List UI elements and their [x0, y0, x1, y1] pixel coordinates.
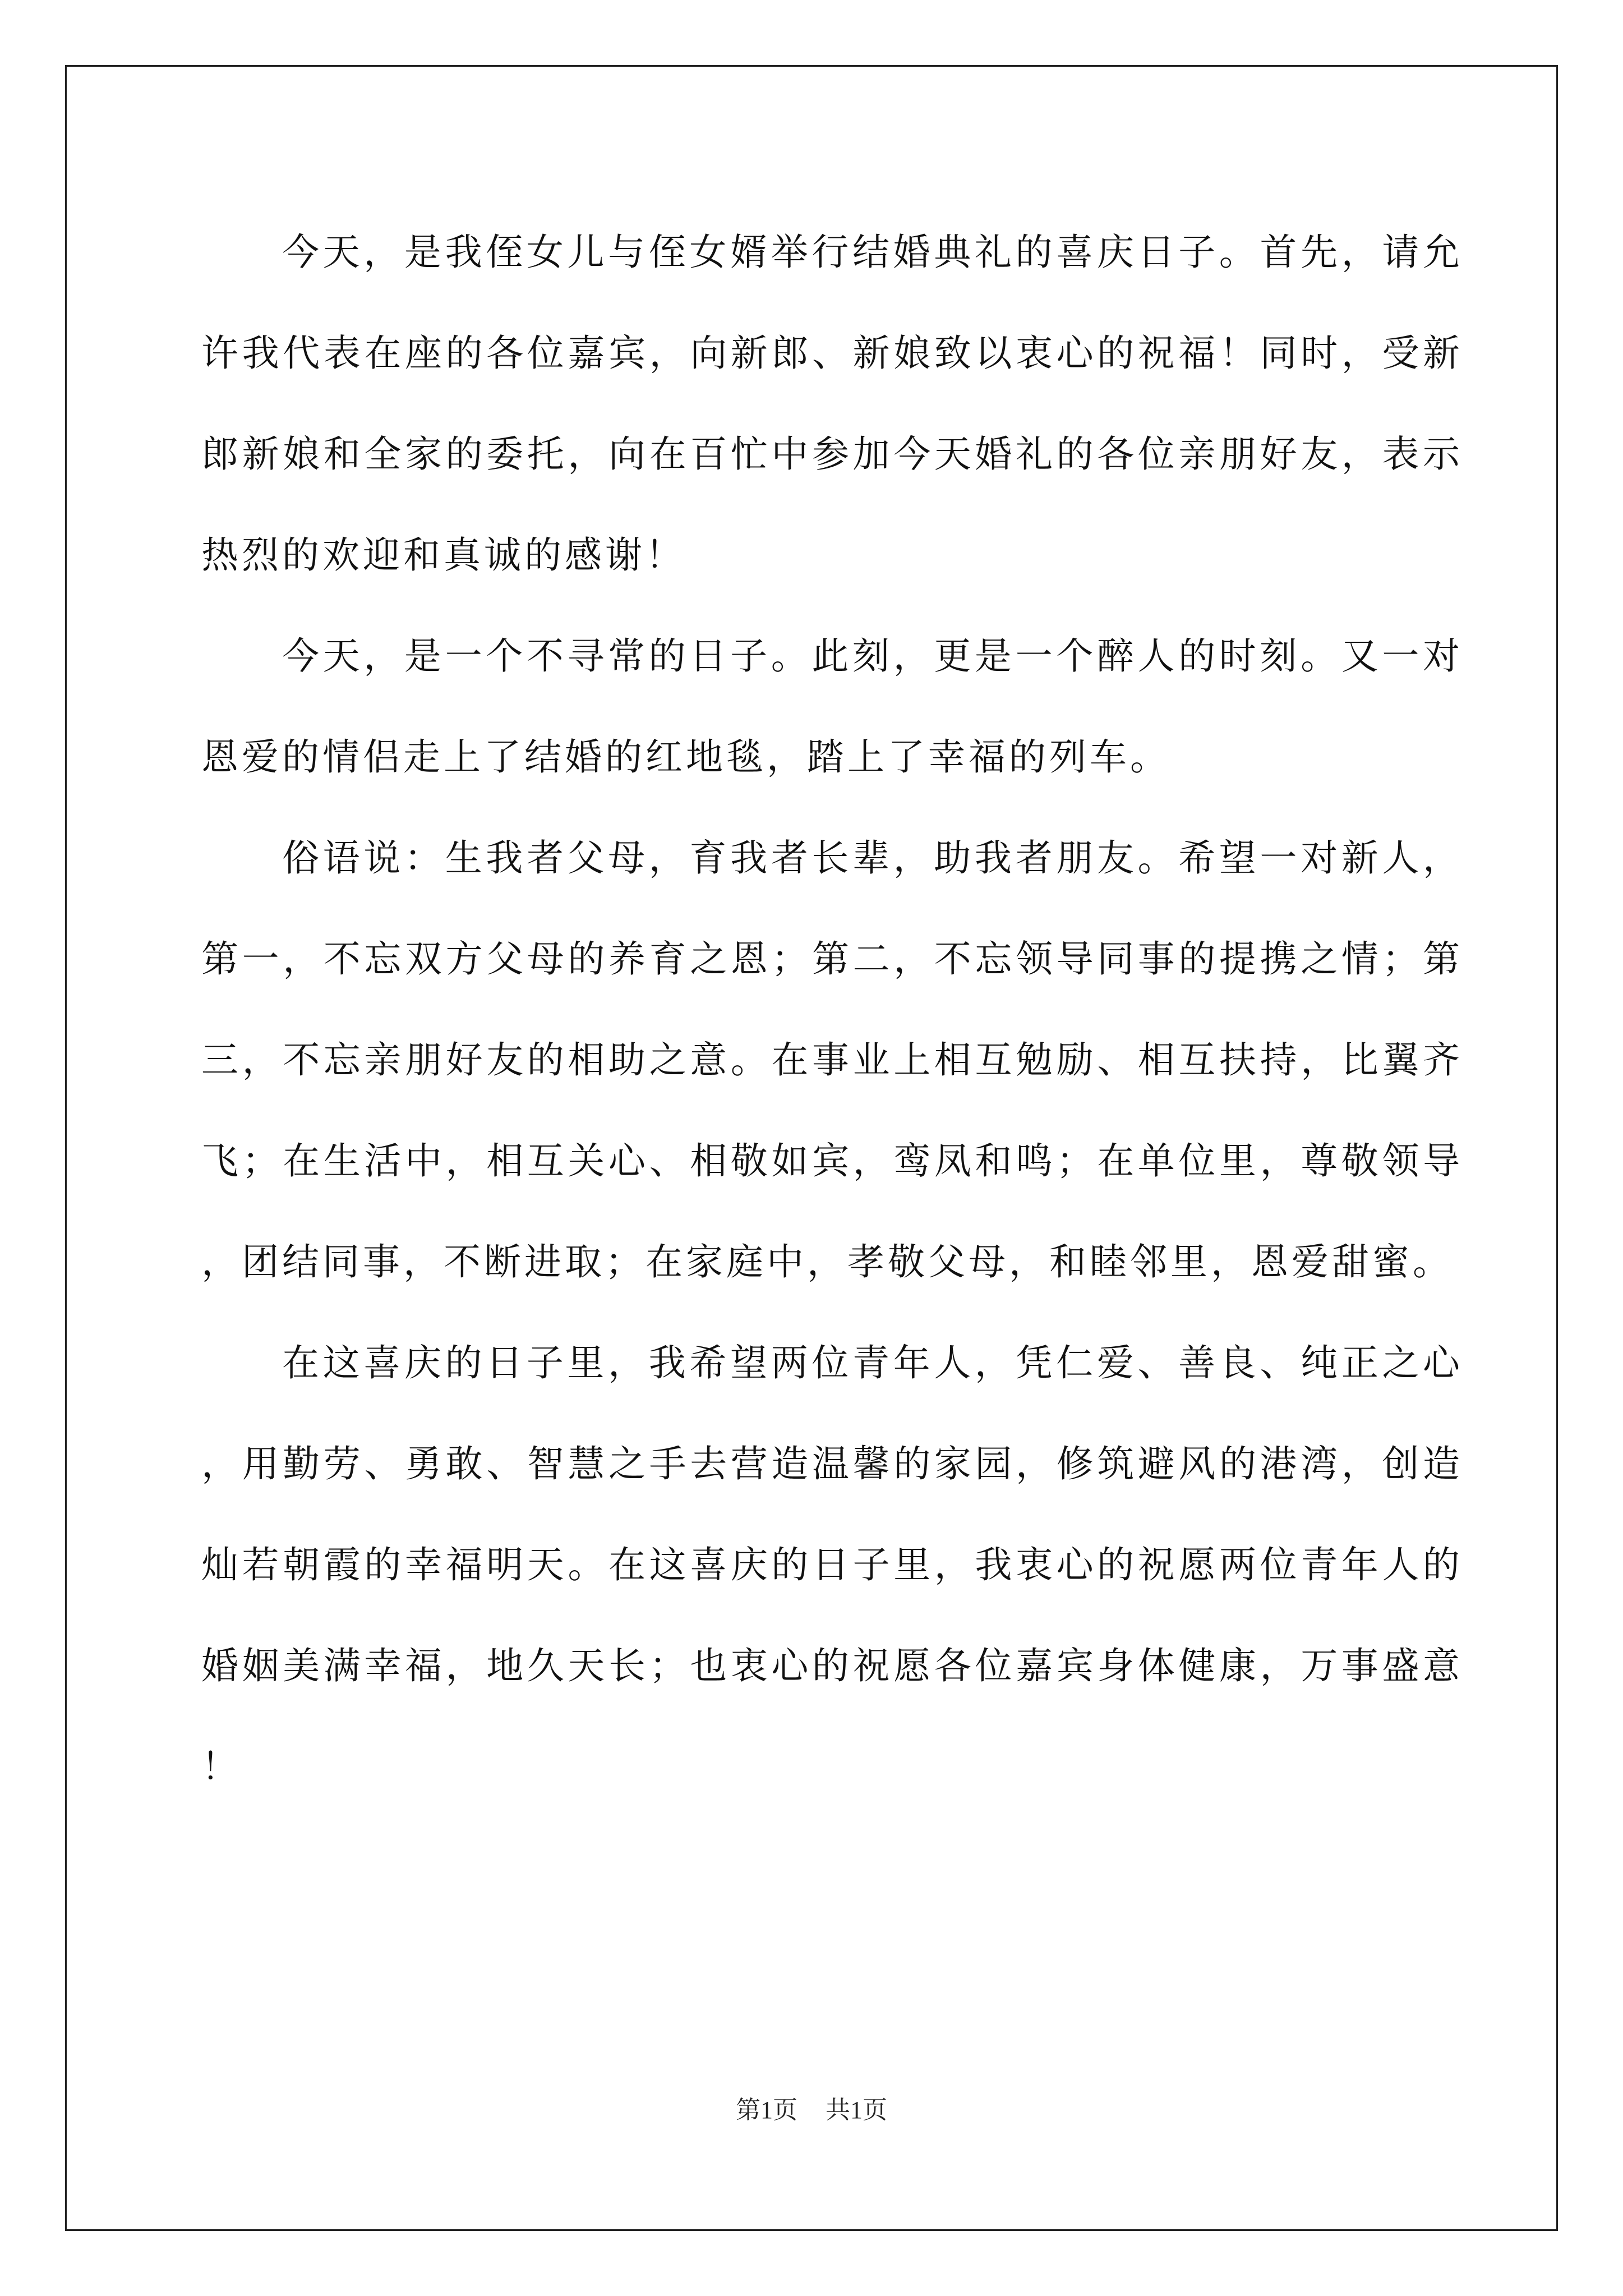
paragraph-4: 在这喜庆的日子里，我希望两位青年人，凭仁爱、善良、纯正之心，用勤劳、勇敢、智慧之手去营造温馨的家园，修筑避风的港湾，创造灿若朝霞的幸福明天。在这喜庆的日子里，我衷心的祝愿两位青年人的婚姻美满幸福，地久天长；也衷心的祝愿各位嘉宾身体健康，万事盛意！	[201, 1341, 1463, 1788]
paragraph-2: 今天，是一个不寻常的日子。此刻，更是一个醉人的时刻。又一对恩爱的情侣走上了结婚的红地毯，踏上了幸福的列车。	[201, 634, 1463, 779]
page-footer	[0, 2093, 1623, 2127]
page-number: 第1页	[736, 2096, 797, 2124]
paragraph-1: 今天，是我侄女儿与侄女婿举行结婚典礼的喜庆日子。首先，请允许我代表在座的各位嘉宾，向新郎、新娘致以衷心的祝福！同时，受新郎新娘和全家的委托，向在百忙中参加今天婚礼的各位亲朋好友，表示热烈的欢迎和真诚的感谢！	[201, 231, 1463, 577]
paragraph-3: 俗语说：生我者父母，育我者长辈，助我者朋友。希望一对新人，第一，不忘双方父母的养育之恩；第二，不忘领导同事的提携之情；第三，不忘亲朋好友的相助之意。在事业上相互勉励、相互扶持，比翼齐飞；在生活中，相互关心、相敬如宾，鸾凤和鸣；在单位里，尊敬领导，团结同事，不断进取；在家庭中，孝敬父母，和睦邻里，恩爱甜蜜。	[201, 836, 1463, 1283]
document-body	[201, 202, 1463, 1818]
total-pages: 共1页	[826, 2096, 887, 2124]
